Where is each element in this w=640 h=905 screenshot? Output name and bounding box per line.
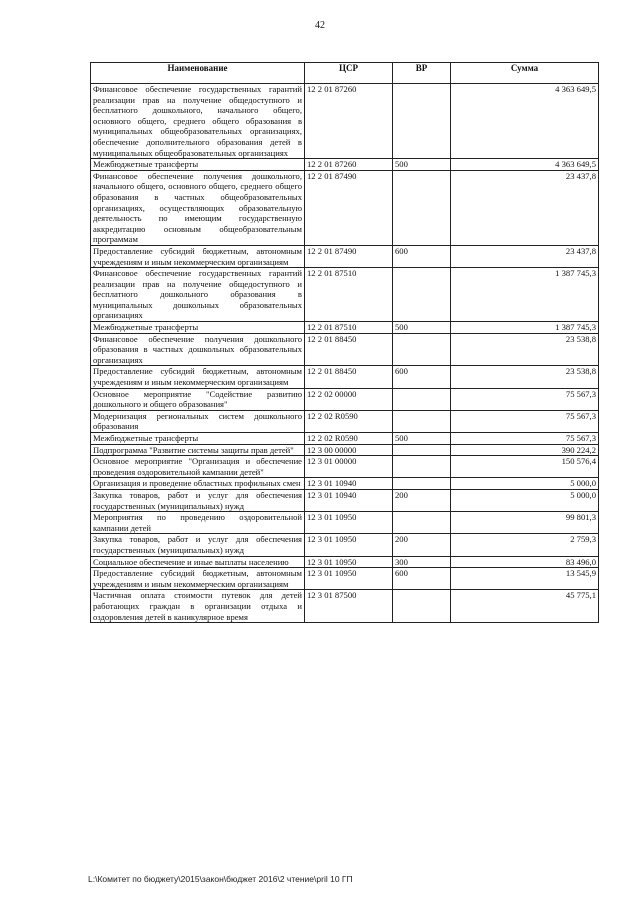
row-name-cell: Финансовое обеспечение получения дошкольного, начального общего, основного общего, среднего общего образования в частных общеобразовательных организациях, осуществляющих образовательную деятельность по имеющим государственную аккредитацию основным общеобразовательным программам <box>91 170 305 245</box>
row-vr-cell <box>393 512 451 534</box>
row-sum-cell: 83 496,0 <box>451 556 599 568</box>
table-row <box>91 456 599 478</box>
row-vr-cell <box>393 456 451 478</box>
table-row <box>91 245 599 267</box>
table-row <box>91 590 599 623</box>
row-vr-cell <box>393 444 451 456</box>
row-name-cell: Основное мероприятие "Содействие развитию дошкольного и общего образования" <box>91 388 305 410</box>
row-csr-cell: 12 3 01 10950 <box>305 534 393 556</box>
row-vr-cell <box>393 388 451 410</box>
row-sum-cell: 5 000,0 <box>451 478 599 490</box>
row-vr-cell: 500 <box>393 433 451 445</box>
row-csr-cell: 12 2 01 88450 <box>305 333 393 366</box>
row-csr-cell: 12 3 00 00000 <box>305 444 393 456</box>
row-name-cell: Модернизация региональных систем дошкольного образования <box>91 410 305 432</box>
row-name-cell: Межбюджетные трансферты <box>91 159 305 171</box>
table-row <box>91 534 599 556</box>
row-name-cell: Предоставление субсидий бюджетным, автономным учреждениям и иным некоммерческим организациям <box>91 366 305 388</box>
row-sum-cell: 23 437,8 <box>451 170 599 245</box>
row-csr-cell: 12 2 01 88450 <box>305 366 393 388</box>
row-sum-cell: 1 387 745,3 <box>451 268 599 322</box>
row-sum-cell: 75 567,3 <box>451 433 599 445</box>
row-vr-cell <box>393 84 451 159</box>
row-vr-cell: 500 <box>393 322 451 334</box>
row-sum-cell: 23 437,8 <box>451 245 599 267</box>
row-sum-cell: 45 775,1 <box>451 590 599 623</box>
row-sum-cell: 4 363 649,5 <box>451 159 599 171</box>
table-row <box>91 433 599 445</box>
row-name-cell: Предоставление субсидий бюджетным, автономным учреждениям и иным некоммерческим организациям <box>91 568 305 590</box>
row-sum-cell: 4 363 649,5 <box>451 84 599 159</box>
row-sum-cell: 75 567,3 <box>451 410 599 432</box>
row-sum-cell: 13 545,9 <box>451 568 599 590</box>
row-sum-cell: 99 801,3 <box>451 512 599 534</box>
row-vr-cell <box>393 590 451 623</box>
row-name-cell: Подпрограмма "Развитие системы защиты прав детей" <box>91 444 305 456</box>
row-csr-cell: 12 2 02 R0590 <box>305 433 393 445</box>
row-csr-cell: 12 2 01 87510 <box>305 322 393 334</box>
row-csr-cell: 12 2 01 87490 <box>305 170 393 245</box>
row-name-cell: Организация и проведение областных профильных смен <box>91 478 305 490</box>
row-vr-cell <box>393 333 451 366</box>
row-vr-cell: 600 <box>393 366 451 388</box>
table-row <box>91 170 599 245</box>
row-name-cell: Предоставление субсидий бюджетным, автономным учреждениям и иным некоммерческим организациям <box>91 245 305 267</box>
row-name-cell: Финансовое обеспечение государственных гарантий реализации прав на получение общедоступного и бесплатного дошкольного, начального общего, основного общего, среднего общего образования в муниципальных общеобразовательных организациях, обеспечение дополнительного образования детей в муниципальных общеобразовательных организациях <box>91 84 305 159</box>
table-row <box>91 159 599 171</box>
row-csr-cell: 12 3 01 10940 <box>305 489 393 511</box>
row-csr-cell: 12 2 01 87490 <box>305 245 393 267</box>
row-vr-cell <box>393 170 451 245</box>
row-csr-cell: 12 3 01 10940 <box>305 478 393 490</box>
row-sum-cell: 5 000,0 <box>451 489 599 511</box>
row-name-cell: Межбюджетные трансферты <box>91 322 305 334</box>
column-header-csr: ЦСР <box>305 63 393 84</box>
row-csr-cell: 12 2 01 87260 <box>305 84 393 159</box>
column-header-name: Наименование <box>91 63 305 84</box>
row-csr-cell: 12 3 01 00000 <box>305 456 393 478</box>
column-header-vr: ВР <box>393 63 451 84</box>
row-vr-cell: 300 <box>393 556 451 568</box>
row-sum-cell: 23 538,8 <box>451 333 599 366</box>
table-row <box>91 333 599 366</box>
row-name-cell: Финансовое обеспечение государственных гарантий реализации прав на получение общедоступного и бесплатного дошкольного образования в муниципальных дошкольных образовательных организациях <box>91 268 305 322</box>
budget-table <box>90 62 599 623</box>
row-name-cell: Закупка товаров, работ и услуг для обеспечения государственных (муниципальных) нужд <box>91 489 305 511</box>
table-header-row <box>91 63 599 84</box>
row-csr-cell: 12 3 01 10950 <box>305 512 393 534</box>
file-path-footer: L:\Комитет по бюджету\2015\закон\бюджет 2016\2 чтение\pril 10 ГП <box>88 874 353 884</box>
row-name-cell: Мероприятия по проведению оздоровительной кампании детей <box>91 512 305 534</box>
row-name-cell: Межбюджетные трансферты <box>91 433 305 445</box>
table-row <box>91 512 599 534</box>
row-vr-cell: 600 <box>393 568 451 590</box>
table-row <box>91 444 599 456</box>
table-row <box>91 84 599 159</box>
row-csr-cell: 12 3 01 87500 <box>305 590 393 623</box>
row-name-cell: Основное мероприятие "Организация и обеспечение проведения оздоровительной кампании детей" <box>91 456 305 478</box>
column-header-sum: Сумма <box>451 63 599 84</box>
row-vr-cell <box>393 478 451 490</box>
row-vr-cell: 600 <box>393 245 451 267</box>
table-row <box>91 388 599 410</box>
row-name-cell: Закупка товаров, работ и услуг для обеспечения государственных (муниципальных) нужд <box>91 534 305 556</box>
row-vr-cell: 200 <box>393 534 451 556</box>
table-row <box>91 556 599 568</box>
row-sum-cell: 1 387 745,3 <box>451 322 599 334</box>
row-sum-cell: 150 576,4 <box>451 456 599 478</box>
row-sum-cell: 2 759,3 <box>451 534 599 556</box>
table-row <box>91 478 599 490</box>
row-sum-cell: 390 224,2 <box>451 444 599 456</box>
row-name-cell: Частичная оплата стоимости путевок для детей работающих граждан в организации отдыха и оздоровления детей в каникулярное время <box>91 590 305 623</box>
row-vr-cell: 200 <box>393 489 451 511</box>
row-csr-cell: 12 3 01 10950 <box>305 568 393 590</box>
row-vr-cell <box>393 410 451 432</box>
row-csr-cell: 12 2 02 00000 <box>305 388 393 410</box>
row-csr-cell: 12 3 01 10950 <box>305 556 393 568</box>
row-csr-cell: 12 2 01 87260 <box>305 159 393 171</box>
row-name-cell: Социальное обеспечение и иные выплаты населению <box>91 556 305 568</box>
table-row <box>91 410 599 432</box>
page-number: 42 <box>315 20 325 31</box>
row-vr-cell: 500 <box>393 159 451 171</box>
table-row <box>91 568 599 590</box>
row-csr-cell: 12 2 01 87510 <box>305 268 393 322</box>
table-row <box>91 489 599 511</box>
row-csr-cell: 12 2 02 R0590 <box>305 410 393 432</box>
row-sum-cell: 75 567,3 <box>451 388 599 410</box>
row-name-cell: Финансовое обеспечение получения дошкольного образования в частных дошкольных образовательных организациях <box>91 333 305 366</box>
table-row <box>91 366 599 388</box>
table-row <box>91 322 599 334</box>
table-row <box>91 268 599 322</box>
row-vr-cell <box>393 268 451 322</box>
row-sum-cell: 23 538,8 <box>451 366 599 388</box>
